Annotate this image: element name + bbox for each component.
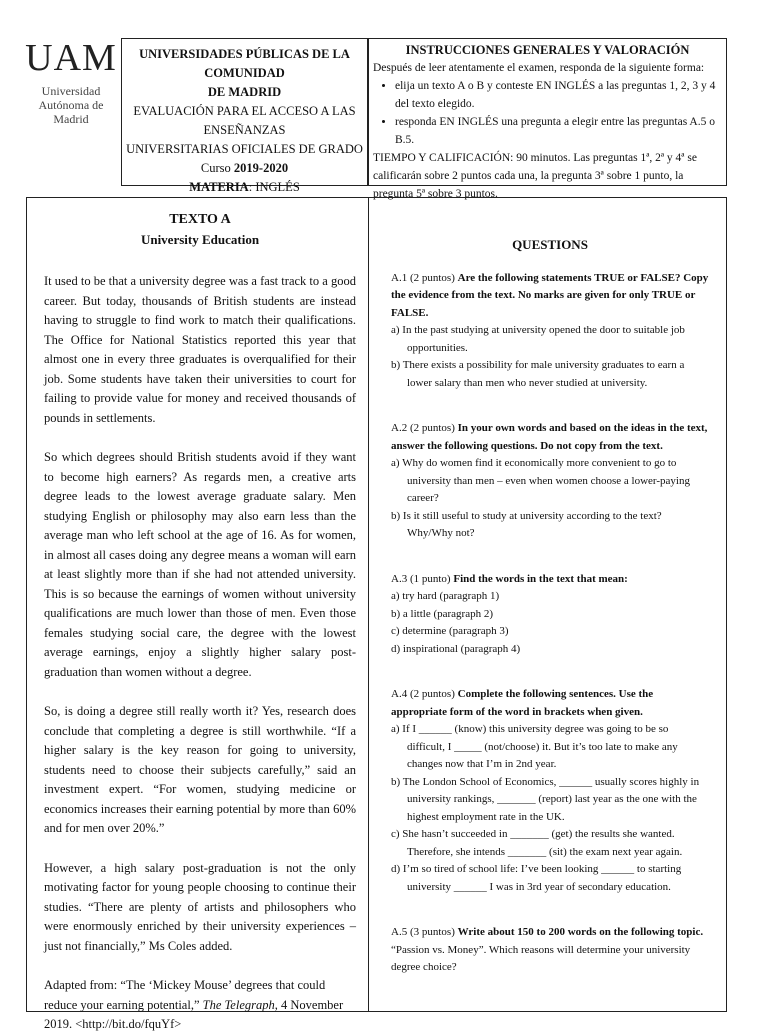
- question-number: A.5: [391, 926, 408, 938]
- question-instruction-line: [391, 420, 709, 455]
- source-publication: The Telegraph: [202, 997, 275, 1012]
- text-paragraph: So which degrees should British students avoid if they want to become high earners? As regards men, a creative arts degree leads to the lowest average graduate salary. Men studying English or philosophy may also earn less than the average man who left school at the age of 16. As for women, in almost all cases doing any degree means a woman will earn at least slightly more than if she had not attended university. This is so because the earnings of women without university qualifications are much lower than those of men. Even those females studying social care, the degree with the lowest average earnings, enjoy a slightly higher salary post-graduation than women without a degree.: [44, 450, 356, 679]
- text-paragraph: So, is doing a degree still really worth it? Yes, research does conclude that completing a degree is still worthwhile. “If a higher salary is the key reason for going to university, students need to choose their subjects carefully,” said an investment expert. “For women, studying medicine or economics increases their earning potential by more than 60% and for men over 20%.”: [44, 704, 356, 835]
- text-paragraph: It used to be that a university degree was a fast track to a good career. But today, thousands of British students are instead having to struggle to find work to match their qualifications. The Office for National Statistics reported this year that almost one in every three graduates is overqualified for their job. Some students have taken their universities to court for failing to provide value for money and received thousands of pounds in settlements.: [44, 274, 356, 425]
- question-sub-item: b) There exists a possibility for male university graduates to earn a lower salary than men who never studied at university.: [391, 359, 685, 389]
- question-instruction: Are the following statements TRUE or FALSE? Copy the evidence from the text. No marks are given for only TRUE or FALSE.: [391, 271, 709, 319]
- text-title: TEXTO A: [169, 212, 231, 227]
- question-number: A.4: [391, 688, 408, 700]
- instructions-intro: Después de leer atentamente el examen, responda de la siguiente forma:: [373, 62, 705, 74]
- question-instruction-line: [391, 270, 709, 323]
- header-line: UNIVERSITARIAS OFICIALES DE GRADO: [126, 142, 363, 156]
- question-topic: “Passion vs. Money”. Which reasons will determine your university degree choice?: [391, 943, 691, 973]
- question-instruction: Write about 150 to 200 words on the following topic.: [457, 926, 704, 938]
- text-paragraph: However, a high salary post-graduation is not the only motivating factor for young people choosing to continue their studies. “There are plenty of artists and philosophers who were enormously enriched by their university experiences – just not financially,” Ms Coles added.: [44, 860, 356, 953]
- questions-column: [391, 210, 709, 991]
- question-instruction: Find the words in the text that mean:: [453, 572, 628, 585]
- question-points: (3 puntos): [409, 926, 455, 938]
- question-a3: [391, 571, 709, 659]
- question-a1: [391, 270, 709, 393]
- question-a4: [391, 686, 709, 896]
- instructions-title: INSTRUCCIONES GENERALES Y VALORACIÓN: [405, 43, 690, 57]
- materia-value: INGLÉS: [255, 180, 300, 194]
- question-number: A.2: [391, 422, 408, 434]
- question-instruction: Complete the following sentences. Use the appropriate form of the word in brackets when given.: [391, 688, 654, 718]
- question-sub-item: d) I’m so tired of school life: I’ve been looking ______ to starting university ______ I was in 3rd year of secondary education.: [391, 863, 682, 893]
- instructions-box: [368, 38, 727, 200]
- column-divider: [368, 197, 369, 1012]
- question-instruction-line: [391, 924, 709, 942]
- question-a2: [391, 420, 709, 543]
- instructions-bullet: • elija un texto A o B y conteste EN INGLÉS a las preguntas 1, 2, 3 y 4 del texto elegido.: [395, 77, 722, 113]
- curso-value: 2019-2020: [233, 161, 289, 175]
- instructions-list: [373, 77, 722, 149]
- question-number: A.3: [391, 572, 408, 585]
- text-column: [44, 210, 356, 1035]
- curso-line: [122, 159, 367, 178]
- header-line: UNIVERSIDADES PÚBLICAS DE LA COMUNIDAD: [139, 47, 350, 80]
- materia-label: MATERIA: [189, 180, 249, 194]
- question-points: (1 punto): [409, 572, 451, 585]
- question-instruction: In your own words and based on the ideas in the text, answer the following questions. Do not copy from the text.: [391, 422, 708, 452]
- header-line: EVALUACIÓN PARA EL ACCESO A LAS ENSEÑANZAS: [133, 104, 356, 137]
- question-a5: [391, 924, 709, 977]
- question-sub-item: c) She hasn’t succeeded in _______ (get) the results she wanted. Therefore, she intends _______ (sit) the exam next year again.: [391, 828, 683, 858]
- university-logo: [22, 38, 120, 186]
- question-sub-item: d) inspirational (paragraph 4): [391, 642, 521, 655]
- question-sub-item: b) Is it still useful to study at university according to the text? Why/Why not?: [391, 509, 662, 539]
- materia-line: MATERIA: INGLÉS: [189, 180, 300, 194]
- exam-header-box: [121, 38, 368, 194]
- text-source: [44, 976, 356, 1035]
- question-number: A.1: [391, 271, 408, 284]
- question-points: (2 puntos): [409, 271, 455, 284]
- questions-heading: QUESTIONS: [512, 237, 588, 252]
- question-points: (2 puntos): [409, 688, 455, 700]
- question-sub-item: a) In the past studying at university opened the door to suitable job opportunities.: [391, 324, 685, 354]
- question-instruction-line: [391, 686, 709, 721]
- question-sub-item: b) a little (paragraph 2): [391, 607, 494, 620]
- question-sub-item: b) The London School of Economics, ______ usually scores highly in university rankings, _______ (report) last year as the one with the highest employment rate in the UK.: [391, 775, 700, 823]
- instructions-bullet: • responda EN INGLÉS una pregunta a elegir entre las preguntas A.5 o B.5.: [395, 113, 722, 149]
- curso-label: Curso: [200, 161, 231, 175]
- logo-text: Universidad Autónoma de Madrid: [38, 84, 104, 126]
- logo-mark: UAM: [25, 37, 117, 79]
- question-points: (2 puntos): [409, 422, 455, 434]
- source-prefix: Adapted from: “The ‘Mickey Mouse’ degrees that could reduce your earning potential,”: [44, 978, 326, 1012]
- text-subtitle: University Education: [140, 232, 260, 247]
- instructions-time: TIEMPO Y CALIFICACIÓN: 90 minutos. Las preguntas 1ª, 2ª y 4ª se calificarán sobre 2 puntos cada una, la pregunta 3ª sobre 1 punto, la pregunta 5ª sobre 3 puntos.: [373, 152, 697, 200]
- question-sub-item: a) try hard (paragraph 1): [391, 590, 500, 602]
- question-sub-item: a) Why do women find it economically more convenient to go to university than men – even when women choose a lower-paying career?: [391, 457, 690, 504]
- header-line: DE MADRID: [207, 85, 282, 99]
- question-sub-item: c) determine (paragraph 3): [391, 625, 509, 637]
- question-sub-item: a) If I ______ (know) this university degree was going to be so difficult, I _____ (not/choose) it. But it’s too late to make any changes now that I’m in 2nd year.: [391, 723, 678, 770]
- source-suffix: , 4 November 2019. <http://bit.do/fquYf>: [44, 997, 344, 1031]
- question-instruction-line: [391, 571, 709, 589]
